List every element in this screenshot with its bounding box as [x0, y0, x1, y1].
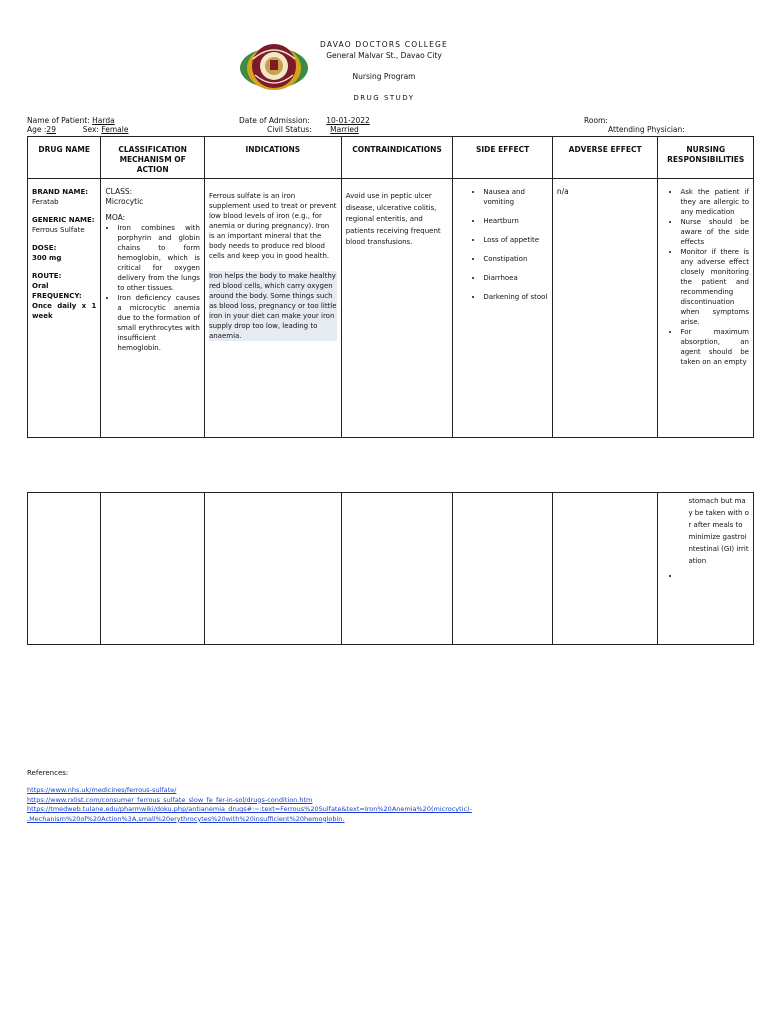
sex-value: Female: [101, 125, 129, 134]
indications-cell: [204, 179, 341, 438]
room-label: Room:: [584, 116, 608, 125]
nursing-continued-cell: [658, 493, 754, 645]
nursing-empty-list: [662, 571, 749, 581]
class-value: Microcytic: [105, 197, 144, 206]
sex-label: Sex:: [82, 125, 99, 134]
dose-label: DOSE:: [32, 244, 57, 252]
nursing-cell: [658, 179, 754, 438]
contraindications-text: Avoid use in peptic ulcer disease, ulcerative colitis, regional enteritis, and patients receiving frequent blood transfusions.: [345, 192, 441, 246]
table-row: [28, 493, 754, 645]
program-name: Nursing Program: [352, 72, 416, 81]
brand-value: Feratab: [32, 198, 59, 206]
adverse-effect-value: n/a: [556, 187, 569, 196]
indications-paragraph-2: Iron helps the body to make healthy red blood cells, which carry oxygen around the body. Some things such as blood loss, pregnancy or too little iron in your diet can make your iron supply drop too low, leading to anaemia.: [208, 272, 337, 340]
list-item: • Ask the patient if they are allergic to any medication: [680, 187, 749, 217]
col-contraindications: CONTRAINDICATIONS: [341, 137, 453, 179]
empty-cell: [204, 493, 341, 645]
references-section: [27, 768, 472, 824]
col-classification: CLASSIFICATION MECHANISM OF ACTION: [101, 137, 205, 179]
list-item: • Monitor if there is any adverse effect closely monitoring the patient and recommending discontinuation when symptoms arise.: [680, 247, 749, 327]
col-indications: INDICATIONS: [204, 137, 341, 179]
age-label: Age :: [27, 125, 47, 134]
class-label: CLASS:: [105, 187, 133, 196]
list-item: [680, 571, 749, 581]
list-item: • Nurse should be aware of the side effects: [680, 217, 749, 247]
moa-list: [105, 223, 200, 353]
list-item: • Iron deficiency causes a microcytic anemia due to the formation of small erythrocytes with insufficient hemoglobin.: [117, 293, 200, 353]
age-value: 29: [46, 125, 56, 134]
col-nursing: NURSING RESPONSIBILITIES: [658, 137, 754, 179]
indications-paragraph-1: Ferrous sulfate is an iron supplement used to treat or prevent low blood levels of iron (e.g., for anemia or during pregnancy). Iron is an important mineral that the body needs to produce red blood cells and keep you in good health.: [208, 192, 337, 260]
drug-study-table-continued: [27, 492, 754, 645]
admission-value: 10-01-2022: [326, 116, 370, 125]
admission-label: Date of Admission:: [239, 116, 310, 125]
reference-link[interactable]: https://tmedweb.tulane.edu/pharmwiki/doku.php/antianemia_drugs#:~:text=Ferrous%20Sulfate&text=Iron%20Anemia%20(microcytic)-: [27, 805, 472, 813]
frequency-label: FREQUENCY:: [32, 292, 82, 300]
route-value: Oral: [32, 282, 49, 290]
route-label: ROUTE:: [32, 272, 62, 280]
empty-cell: [552, 493, 658, 645]
list-item: • Heartburn: [483, 216, 548, 226]
patient-name-row: [27, 116, 115, 125]
moa-label: MOA:: [105, 213, 126, 222]
college-seal-logo: [239, 41, 309, 91]
list-item: • Diarrhoea: [483, 273, 548, 283]
civil-status-value: Married: [330, 125, 359, 134]
reference-link[interactable]: https://www.rxlist.com/consumer_ferrous_sulfate_slow_fe_fer-in-sol/drugs-condition.htm: [27, 795, 313, 804]
list-item: • Loss of appetite: [483, 235, 548, 245]
col-drug-name: DRUG NAME: [28, 137, 101, 179]
col-side-effect: SIDE EFFECT: [453, 137, 553, 179]
admission-row: [239, 116, 380, 125]
drug-name-cell: [28, 179, 101, 438]
col-adverse-effect: ADVERSE EFFECT: [552, 137, 658, 179]
college-address: General Malvar St., Davao City: [326, 51, 442, 60]
list-item: • Iron combines with porphyrin and globin chains to form hemoglobin, which is critical for oxygen delivery from the lungs to other tissues.: [117, 223, 200, 293]
brand-label: BRAND NAME:: [32, 188, 89, 196]
patient-name-value: Harda: [92, 116, 115, 125]
side-effect-list: [457, 187, 548, 302]
dose-value: 300 mg: [32, 254, 62, 262]
list-item: • Darkening of stool: [483, 292, 548, 302]
table-header-row: [28, 137, 754, 179]
empty-cell: [101, 493, 205, 645]
civil-status-label: Civil Status:: [267, 125, 312, 134]
nursing-list: [662, 187, 749, 367]
patient-age-sex-row: [27, 125, 128, 134]
generic-label: GENERIC NAME:: [32, 216, 95, 224]
nursing-continued-text: stomach but may be taken with or after meals to minimize gastrointestinal (GI) irritation: [688, 497, 749, 565]
side-effect-cell: [453, 179, 553, 438]
drug-study-table: [27, 136, 754, 438]
references-label: References:: [27, 769, 69, 777]
table-row: [28, 179, 754, 438]
reference-link[interactable]: https://www.nhs.uk/medicines/ferrous-sulfate/: [27, 786, 177, 794]
civil-status-row: [267, 125, 401, 134]
list-item: • For maximum absorption, an agent should be taken on an empty: [680, 327, 749, 367]
empty-cell: [341, 493, 453, 645]
physician-label: Attending Physician:: [608, 125, 685, 134]
college-name: DAVAO DOCTORS COLLEGE: [320, 40, 448, 49]
list-item: • Nausea and vomiting: [483, 187, 548, 207]
generic-value: Ferrous Sulfate: [32, 226, 85, 234]
adverse-effect-cell: [552, 179, 658, 438]
classification-cell: [101, 179, 205, 438]
reference-link[interactable]: ,Mechanism%20of%20Action%3A,small%20erythrocytes%20with%20insufficient%20hemoglobin.: [27, 814, 345, 823]
empty-cell: [453, 493, 553, 645]
patient-name-label: Name of Patient:: [27, 116, 90, 125]
document-title: DRUG STUDY: [353, 94, 415, 102]
contraindications-cell: [341, 179, 453, 438]
list-item: • Constipation: [483, 254, 548, 264]
empty-cell: [28, 493, 101, 645]
frequency-value: Once daily x 1 week: [32, 302, 97, 320]
